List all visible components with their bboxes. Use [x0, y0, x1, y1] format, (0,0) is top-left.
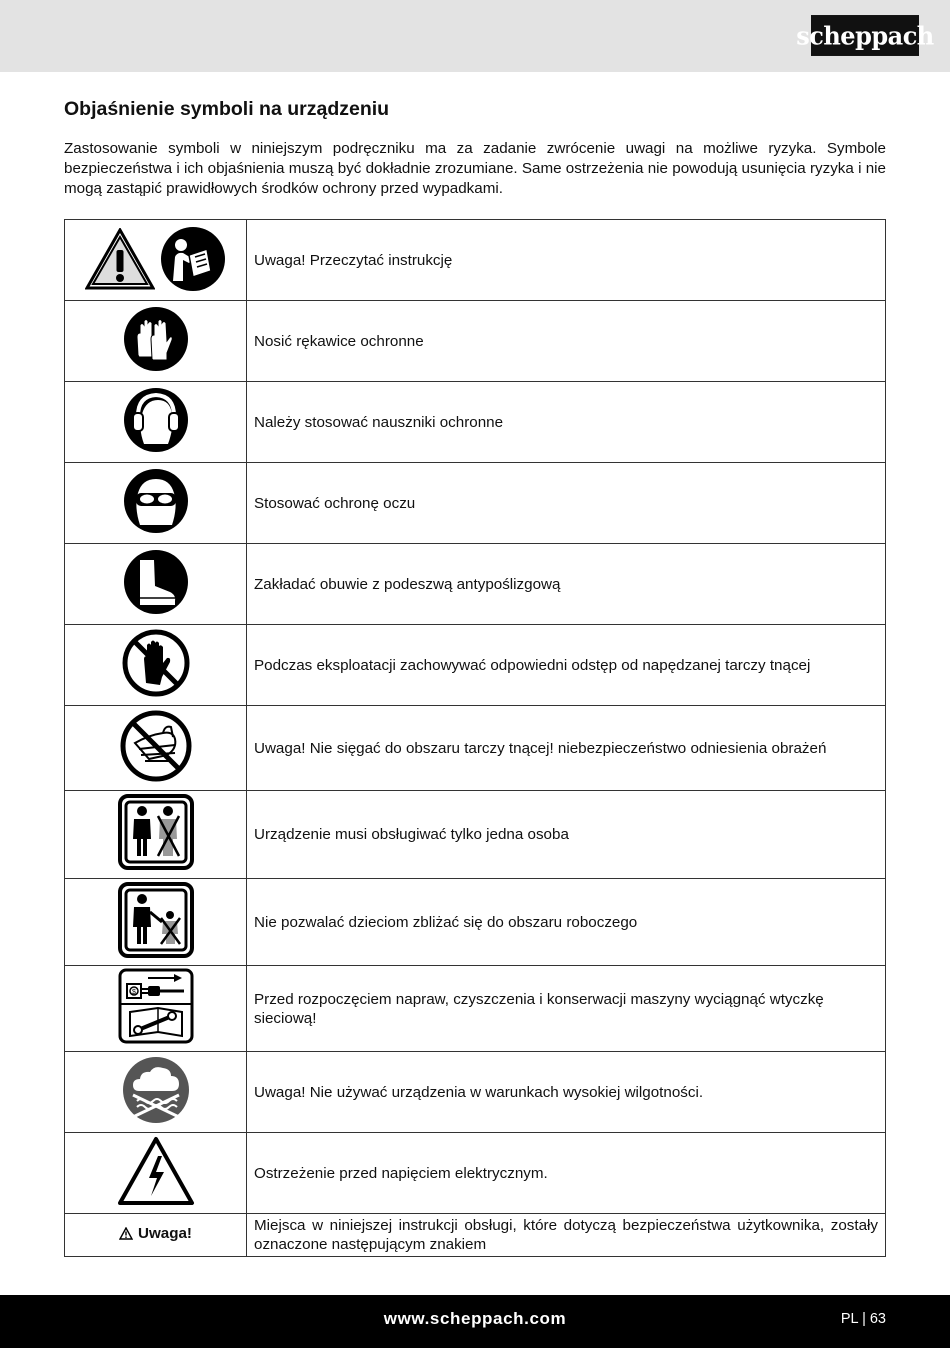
page-number: PL | 63	[840, 1311, 886, 1327]
table-row	[65, 625, 886, 706]
page-title: Objaśnienie symboli na urządzeniu	[64, 98, 390, 120]
table-row	[65, 966, 886, 1052]
no-humidity-icon	[121, 1055, 191, 1125]
safety-boots-icon	[122, 548, 190, 616]
gloves-icon	[122, 305, 190, 373]
row-text: Ostrzeżenie przed napięciem elektrycznym.	[247, 1133, 886, 1214]
no-reach-blade-icon	[119, 709, 193, 783]
row-text: Należy stosować nauszniki ochronne	[247, 382, 886, 463]
table-row	[65, 1133, 886, 1214]
row-text: Miejsca w niniejszej instrukcji obsługi, które dotyczą bezpieczeństwa użytkownika, zostały oznaczone następującym znakiem	[247, 1214, 886, 1257]
row-text: Przed rozpoczęciem napraw, czyszczenia i konserwacji maszyny wyciągnąć wtyczkę sieciową!	[247, 966, 886, 1052]
read-manual-icon	[159, 225, 227, 293]
scheppach-logo: scheppach	[811, 15, 919, 56]
unplug-before-service-icon	[118, 968, 194, 1044]
row-text: Nosić rękawice ochronne	[247, 301, 886, 382]
svg-text:$: $	[131, 989, 136, 996]
table-row	[65, 463, 886, 544]
no-hand-icon	[122, 629, 190, 697]
row-text: Uwaga! Nie używać urządzenia w warunkach wysokiej wilgotności.	[247, 1052, 886, 1133]
table-row	[65, 1214, 886, 1257]
table-row	[65, 791, 886, 879]
row-text: Urządzenie musi obsługiwać tylko jedna osoba	[247, 791, 886, 879]
row-text: Stosować ochronę oczu	[247, 463, 886, 544]
warning-label: Uwaga!	[137, 1225, 192, 1242]
no-children-icon	[118, 882, 194, 958]
warning-triangle-icon	[85, 228, 155, 290]
table-row	[65, 544, 886, 625]
row-text: Zakładać obuwie z podeszwą antypoślizgową	[247, 544, 886, 625]
ear-protection-icon	[122, 386, 190, 454]
electric-voltage-icon	[117, 1136, 195, 1206]
row-text: Podczas eksploatacji zachowywać odpowiedni odstęp od napędzanej tarczy tnącej	[247, 625, 886, 706]
row-text: Nie pozwalać dzieciom zbliżać się do obszaru roboczego	[247, 879, 886, 966]
footer-url[interactable]: www.scheppach.com	[383, 1309, 567, 1328]
table-row	[65, 879, 886, 966]
one-operator-icon	[118, 794, 194, 870]
table-row	[65, 382, 886, 463]
table-row	[65, 301, 886, 382]
intro-paragraph: Zastosowanie symboli w niniejszym podręczniku ma za zadanie zwrócenie uwagi na możliwe ryzyka. Symbole bezpieczeństwa i ich objaśnienia muszą być dokładnie zrozumiane. Same ostrzeżenia nie powodują usunięcia ryzyka i nie mogą zastąpić prawidłowych środków ochrony przed wypadkami.	[64, 140, 886, 197]
table-row	[65, 706, 886, 791]
warning-triangle-small-icon	[119, 1227, 133, 1240]
table-row	[65, 220, 886, 301]
footer-bar	[0, 1295, 950, 1348]
symbols-table	[64, 219, 886, 1257]
table-row	[65, 1052, 886, 1133]
row-text: Uwaga! Nie sięgać do obszaru tarczy tnącej! niebezpieczeństwo odniesienia obrażeń	[247, 706, 886, 791]
row-text: Uwaga! Przeczytać instrukcję	[247, 220, 886, 301]
eye-protection-icon	[122, 467, 190, 535]
